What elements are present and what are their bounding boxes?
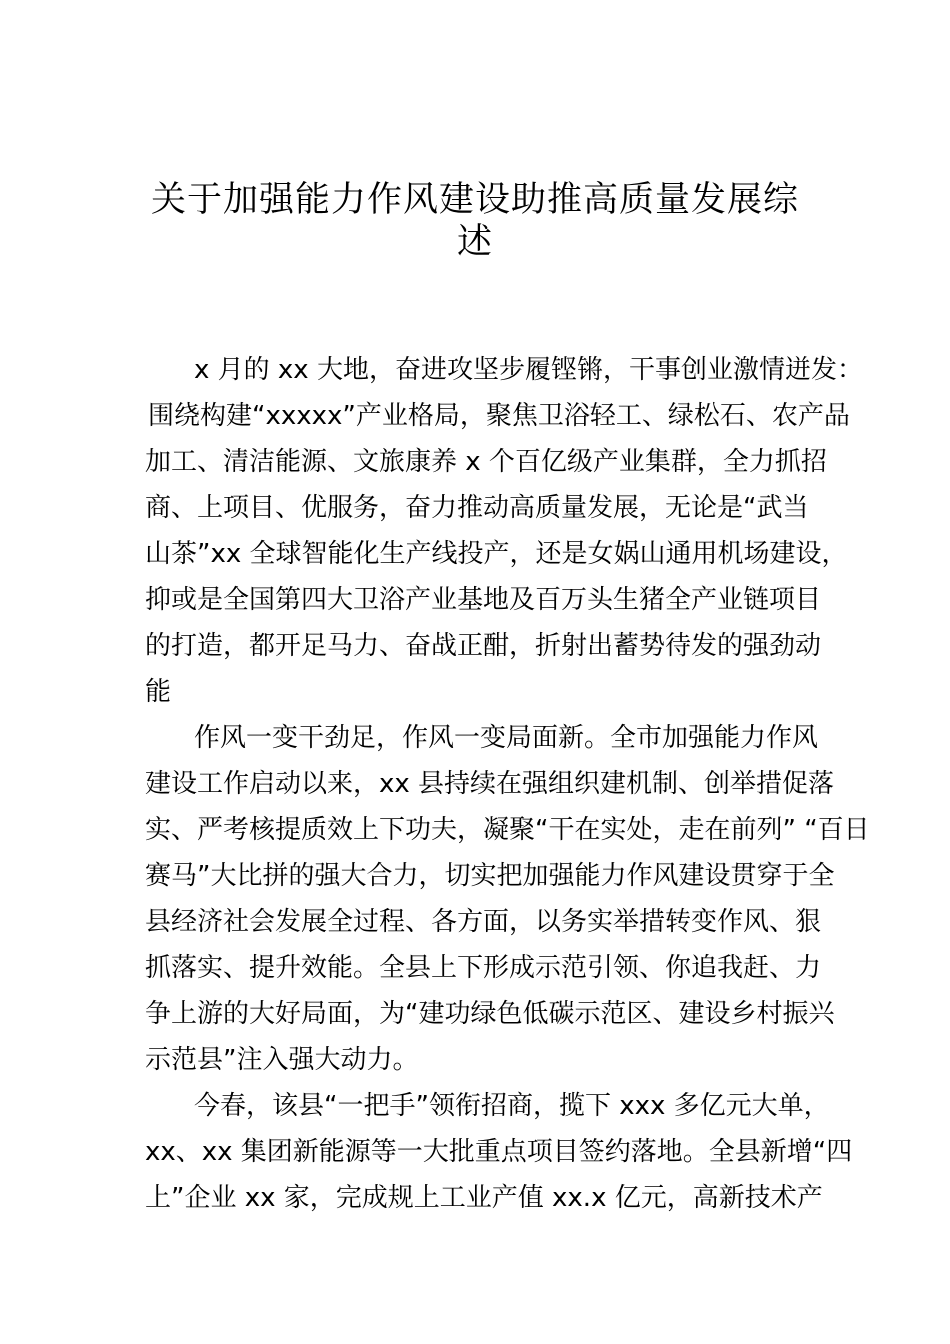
body-line: 上”企业 xx 家，完成规上工业产值 xx.x 亿元，高新技术产 bbox=[145, 1183, 823, 1213]
body-line: 商、上项目、优服务，奋力推动高质量发展，无论是“武当 bbox=[145, 493, 809, 523]
body-line: xx、xx 集团新能源等一大批重点项目签约落地。全县新增“四 bbox=[145, 1137, 853, 1167]
body-line: 今春，该县“一把手”领衔招商，揽下 xxx 多亿元大单， bbox=[194, 1091, 830, 1121]
document-title-line-2: 述 bbox=[456, 222, 493, 262]
body-line: 能 bbox=[145, 677, 172, 707]
document-title-line-1: 关于加强能力作风建设助推高质量发展综 bbox=[150, 180, 799, 220]
body-line: 实、严考核提质效上下功夫，凝聚“干在实处，走在前列” “百日 bbox=[145, 815, 870, 845]
body-line: 抓落实、提升效能。全县上下形成示范引领、你追我赶、力 bbox=[145, 953, 822, 983]
body-line: 山茶”xx 全球智能化生产线投产，还是女娲山通用机场建设， bbox=[145, 539, 848, 569]
body-line: 建设工作启动以来，xx 县持续在强组织建机制、创举措促落 bbox=[145, 769, 835, 799]
body-line: 赛马”大比拼的强大合力，切实把加强能力作风建设贯穿于全 bbox=[145, 861, 835, 891]
body-line: 抑或是全国第四大卫浴产业基地及百万头生猪全产业链项目 bbox=[145, 585, 822, 615]
body-line: 示范县”注入强大动力。 bbox=[145, 1045, 419, 1075]
body-line: 争上游的大好局面，为“建功绿色低碳示范区、建设乡村振兴 bbox=[145, 999, 835, 1029]
body-line: 作风一变干劲足，作风一变局面新。全市加强能力作风 bbox=[194, 723, 819, 753]
body-line: 加工、清洁能源、文旅康养 x 个百亿级产业集群，全力抓招 bbox=[145, 447, 827, 477]
body-line: x 月的 xx 大地，奋进攻坚步履铿锵，干事创业激情迸发： bbox=[194, 355, 863, 385]
body-line: 县经济社会发展全过程、各方面，以务实举措转变作风、狠 bbox=[145, 907, 822, 937]
body-line: 围绕构建“xxxxx”产业格局，聚焦卫浴轻工、绿松石、农产品 bbox=[148, 401, 850, 431]
body-line: 的打造，都开足马力、奋战正酣，折射出蓄势待发的强劲动 bbox=[145, 631, 822, 661]
